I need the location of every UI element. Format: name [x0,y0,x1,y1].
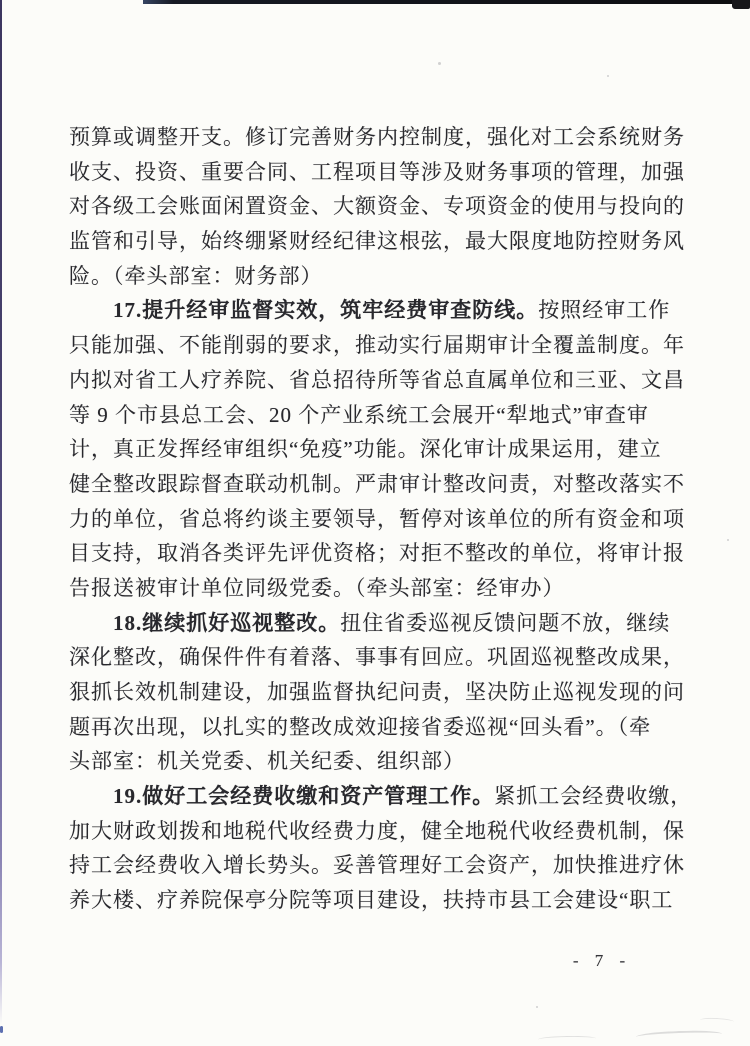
text-segment: 收支、投资、重要合同、工程项目等涉及财务事项的管理，加强 [69,159,685,184]
scan-artifact-speck [727,539,729,541]
text-segment: 目支持，取消各类评先评优资格；对拒不整改的单位，将审计报 [69,541,685,566]
scan-artifact-smudge [538,1035,596,1042]
text-segment: 持工会经费收入增长势头。妥善管理好工会资产，加快推进疗休 [69,853,685,878]
text-line [69,120,689,155]
text-segment: 对各级工会账面闲置资金、大额资金、专项资金的使用与投向的 [69,194,685,219]
text-line [69,606,689,641]
lead-sentence: 18.继续抓好巡视整改。 [113,610,341,635]
text-segment: 紧抓工会经费收缴， [494,784,693,809]
page-number: - 7 - [572,951,632,970]
text-line [69,398,689,433]
text-line [69,189,689,224]
text-line [69,571,689,606]
scan-artifact-left-edge-dot [0,1026,3,1033]
text-line [69,710,689,745]
scan-artifact-speck [536,1006,538,1008]
scan-artifact-left-edge-line [0,0,2,1046]
text-line [69,814,689,849]
text-segment: 扭住省委巡视反馈问题不放，继续 [340,610,671,635]
text-segment: 按照经审工作 [538,298,671,323]
text-segment: 狠抓长效机制建设，加强监督执纪问责，坚决防止巡视发现的问 [69,680,685,704]
scan-artifact-smudge [700,1017,734,1025]
text-line [69,640,689,675]
scan-artifact-top-bar-corner [732,0,750,9]
text-segment: 告报送被审计单位同级党委。（牵头部室：经审办） [69,575,565,600]
text-segment: 健全整改跟踪督查联动机制。严肃审计整改问责，对整改落实不 [69,471,685,496]
text-segment: 力的单位，省总将约谈主要领导，暂停对该单位的所有资金和项 [69,506,685,531]
text-segment: 监管和引导，始终绷紧财经纪律这根弦，最大限度地防控财务风 [69,229,685,254]
text-line [69,363,689,398]
scan-artifact-speck [607,75,609,77]
text-line [69,675,689,710]
text-segment: 头部室：机关党委、机关纪委、组织部） [69,749,465,774]
text-line [69,155,689,190]
lead-sentence: 17.提升经审监督实效，筑牢经费审查防线。 [113,298,539,323]
text-segment: 题再次出现，以扎实的整改成效迎接省委巡视“回头看”。（牵 [69,714,652,739]
scan-artifact-top-bar [143,0,750,4]
text-line [69,744,689,779]
text-line [69,848,689,883]
text-line [69,779,693,814]
text-segment: 内拟对省工人疗养院、省总招待所等省总直属单位和三亚、文昌 [69,367,685,392]
text-line [69,328,689,363]
text-segment: 加大财政划拨和地税代收经费力度，健全地税代收经费机制，保 [69,818,685,843]
text-line [69,467,689,502]
lead-sentence: 19.做好工会经费收缴和资产管理工作。 [113,784,495,809]
text-segment: 深化整改，确保件件有着落、事事有回应。巩固巡视整改成果， [69,645,685,670]
text-line [69,259,689,294]
scan-artifact-speck [438,62,441,65]
text-segment: 险。（牵头部室：财务部） [69,263,323,288]
text-segment: 等 9 个市县总工会、20 个产业系统工会展开“犁地式”审查审 [69,402,649,427]
text-line [69,224,689,259]
text-line [69,432,689,467]
text-line [69,293,689,328]
text-line [69,502,689,537]
document-body [69,120,693,918]
text-line [69,883,689,918]
text-line [69,536,689,571]
scan-artifact-smudge [636,1030,722,1042]
text-segment: 只能加强、不能削弱的要求，推动实行届期审计全覆盖制度。年 [69,333,685,358]
text-segment: 养大楼、疗养院保亭分院等项目建设，扶持市县工会建设“职工 [69,888,674,913]
text-segment: 预算或调整开支。修订完善财务内控制度，强化对工会系统财务 [69,125,685,149]
text-segment: 计，真正发挥经审组织“免疫”功能。深化审计成果运用，建立 [69,437,662,462]
